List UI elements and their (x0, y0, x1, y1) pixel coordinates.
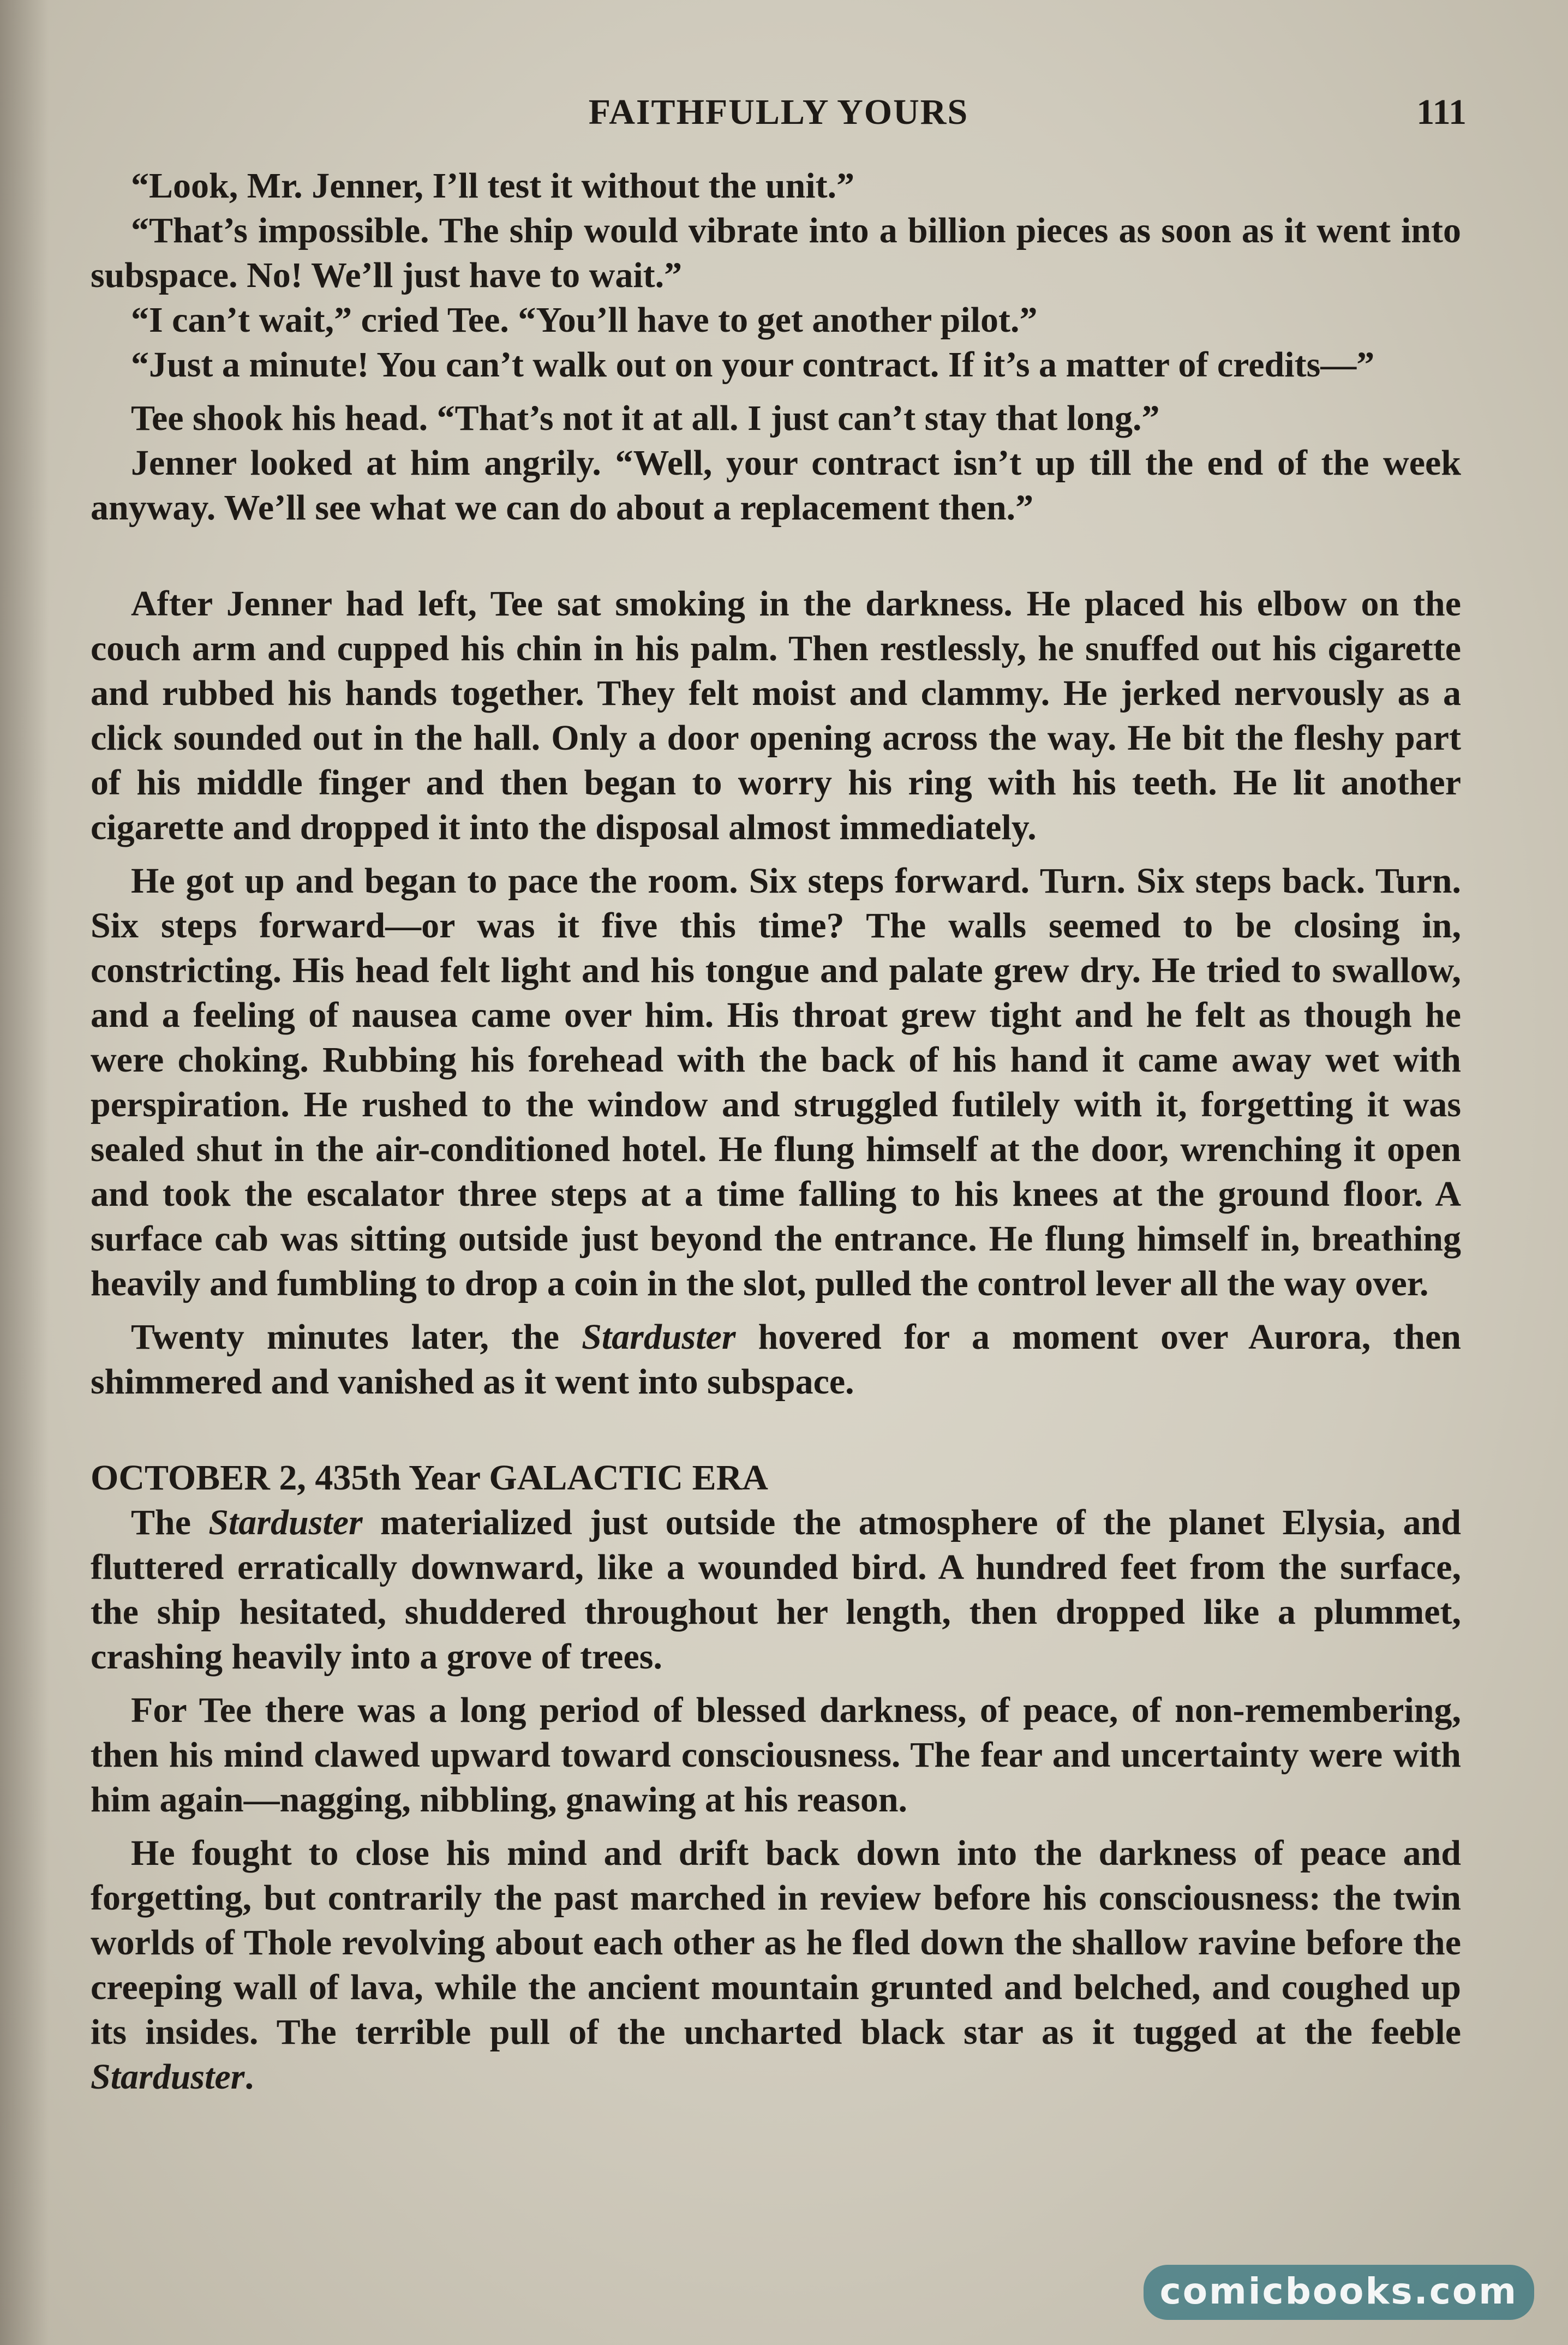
paragraph: “Just a minute! You can’t walk out on your contract. If it’s a matter of credits—” (131, 345, 1375, 385)
paragraph: “I can’t wait,” cried Tee. “You’ll have to get another pilot.” (131, 300, 1038, 340)
paragraph: Jenner looked at him angrily. “Well, your contract isn’t up till the end of the week anyway. We’ll see what we can do about a replacement then.” (91, 443, 1461, 528)
section-heading: OCTOBER 2, 435th Year GALACTIC ERA (91, 1458, 768, 1498)
watermark-logo: comicbooks.com (1144, 2265, 1534, 2320)
paragraph: The Starduster materialized just outside the atmosphere of the planet Elysia, and fluttered erratically downward, like a wounded bird. A hundred feet from the surface, the ship hesitated, shuddered throughout her length, then dropped like a plummet, crashing heavily into a grove of trees. (91, 1503, 1461, 1677)
ship-name: Starduster (208, 1503, 363, 1542)
ship-name: Starduster (582, 1317, 736, 1357)
ship-name: Starduster (91, 2057, 245, 2097)
paragraph: He got up and began to pace the room. Six steps forward. Turn. Six steps back. Turn. Six steps forward—or was it five this time? The walls seemed to be closing in, constricting. His head felt light and his tongue and palate grew dry. He tried to swallow, and a feeling of nausea came over him. His throat grew tight and he felt as though he were choking. Rubbing his forehead with the back of his hand it came away wet with perspiration. He rushed to the window and struggled futilely with it, forgetting it was sealed shut in the air-conditioned hotel. He flung himself at the door, wrenching it open and took the escalator three steps at a time falling to his knees at the ground floor. A surface cab was sitting outside just beyond the entrance. He flung himself in, breathing heavily and fumbling to drop a coin in the slot, pulled the control lever all the way over. (91, 861, 1461, 1303)
body-text (91, 164, 1461, 2099)
paragraph: Tee shook his head. “That’s not it at all. I just can’t stay that long.” (131, 398, 1160, 438)
paragraph: After Jenner had left, Tee sat smoking in the darkness. He placed his elbow on the couch arm and cupped his chin in his palm. Then restlessly, he snuffed out his cigarette and rubbed his hands together. They felt moist and clammy. He jerked nervously as a click sounded out in the hall. Only a door opening across the way. He bit the fleshy part of his middle finger and then began to worry his ring with his teeth. He lit another cigarette and dropped it into the disposal almost immediately. (91, 584, 1461, 847)
paragraph: Twenty minutes later, the Starduster hovered for a moment over Aurora, then shimmered and vanished as it went into subspace. (91, 1317, 1461, 1402)
spine-shadow (0, 0, 49, 2345)
paragraph: For Tee there was a long period of blessed darkness, of peace, of non-remembering, then his mind clawed upward toward consciousness. The fear and uncertainty were with him again—nagging, nibbling, gnawing at his reason. (91, 1690, 1461, 1820)
running-head (91, 92, 1467, 141)
running-title: FAITHFULLY YOURS (588, 92, 969, 132)
page-number: 111 (1416, 92, 1467, 132)
paragraph: “Look, Mr. Jenner, I’ll test it without the unit.” (131, 166, 855, 206)
paragraph: “That’s impossible. The ship would vibrate into a billion pieces as soon as it went into subspace. No! We’ll just have to wait.” (91, 211, 1461, 295)
paragraph: He fought to close his mind and drift back down into the darkness of peace and forgetting, but contrarily the past marched in review before his consciousness: the twin worlds of Thole revolving about each other as he fled down the shallow ravine before the creeping wall of lava, while the ancient mountain grunted and belched, and coughed up its insides. The terrible pull of the uncharted black star as it tugged at the feeble Starduster. (91, 1833, 1461, 2097)
